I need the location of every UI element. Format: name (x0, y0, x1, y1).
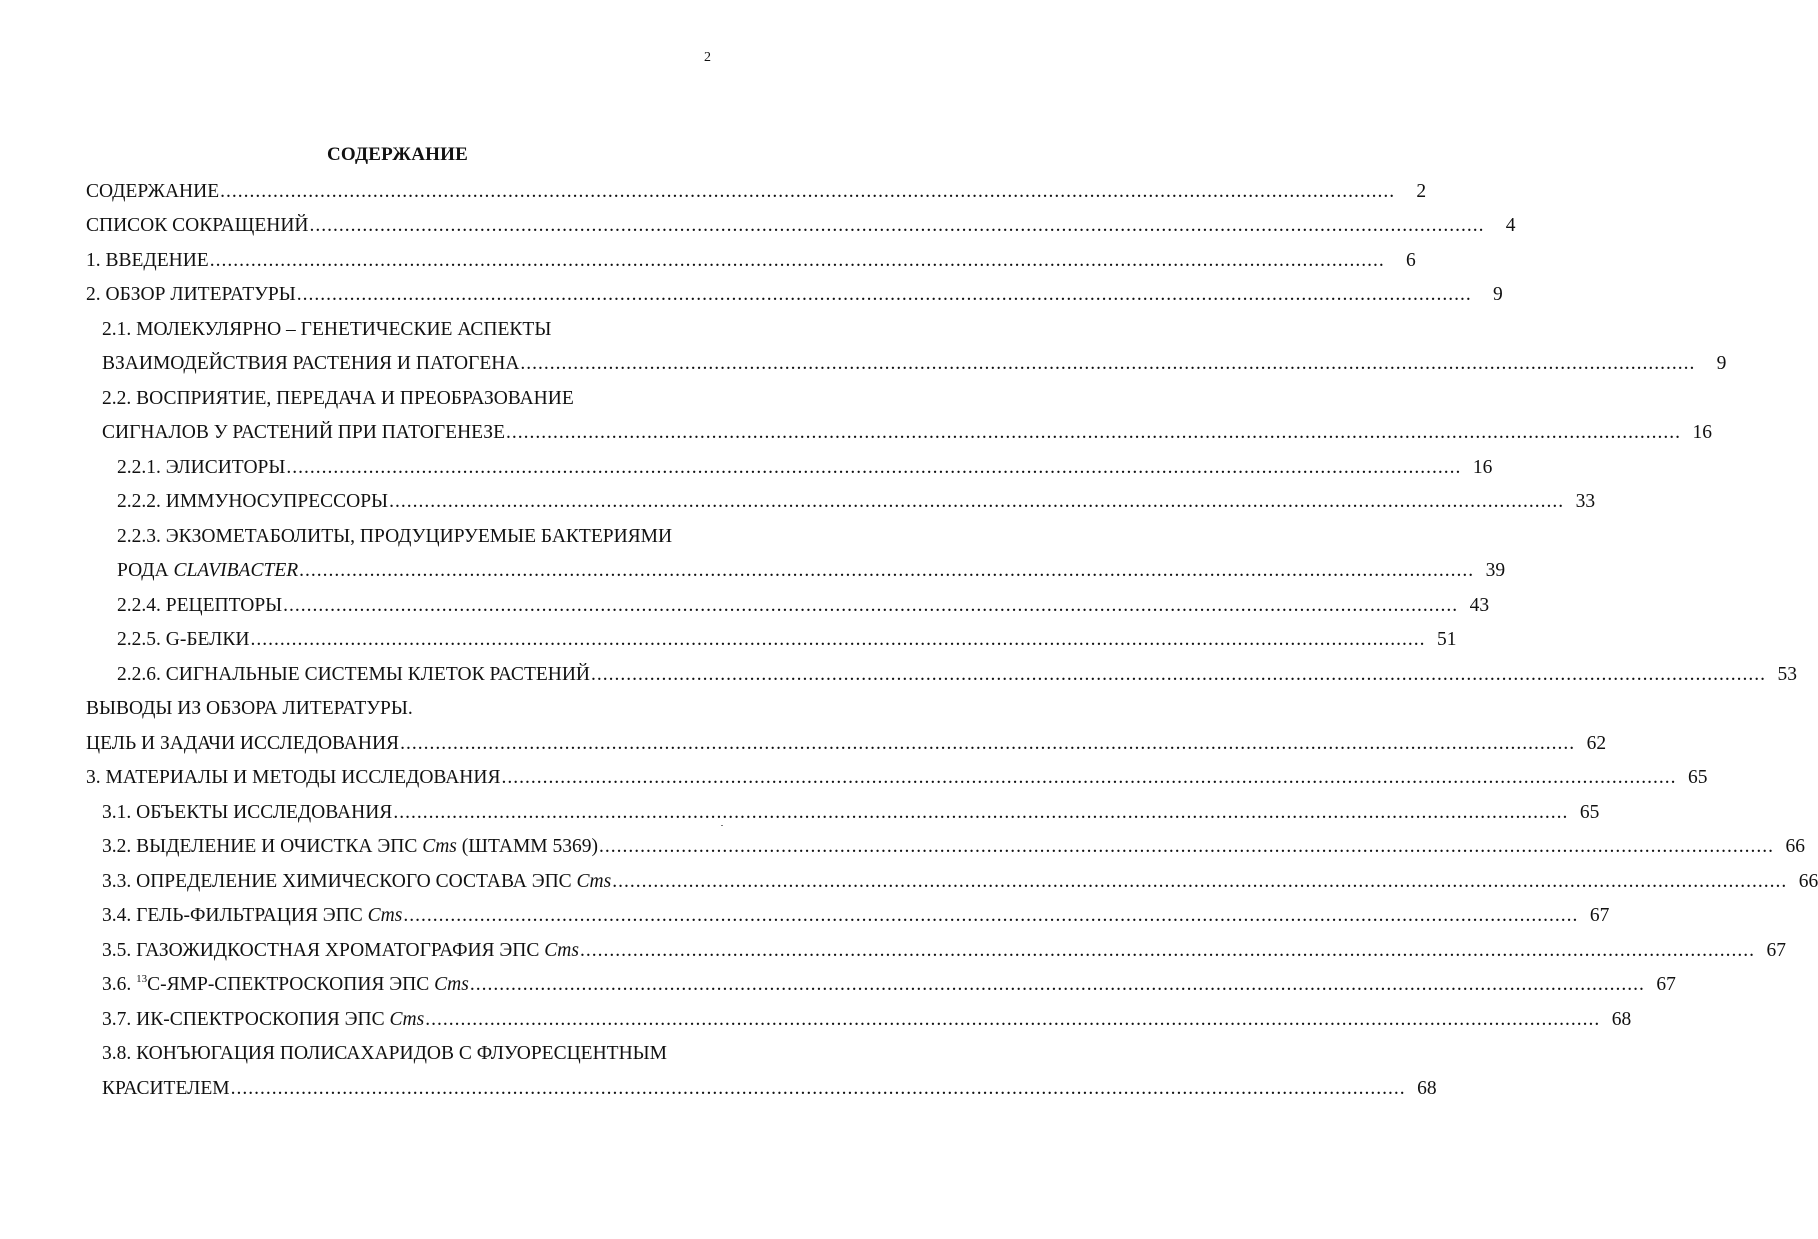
toc-entry-text (102, 905, 402, 927)
organism-abbrev: Cms (367, 905, 403, 926)
dot-leader: ........................................................................................................................................................................................................ (520, 353, 1696, 374)
toc-entry-text: 3.1. ОБЪЕКТЫ ИССЛЕДОВАНИЯ (102, 801, 393, 823)
page-number: 2 (704, 50, 711, 65)
dot-leader: ........................................................................................................................................................................................................ (220, 180, 1396, 202)
toc-entry-page: 67 (1766, 939, 1786, 961)
toc-entry[interactable] (0, 830, 1806, 865)
toc-entry[interactable] (0, 726, 1607, 761)
toc-entry-text: 2.1. МОЛЕКУЛЯРНО – ГЕНЕТИЧЕСКИЕ АСПЕКТЫ (102, 318, 552, 340)
dot-leader: ........................................................................................................................................................................................................ (579, 939, 1755, 961)
toc-entry[interactable] (0, 899, 1610, 934)
toc-entry-text: ВЫВОДЫ ИЗ ОБЗОРА ЛИТЕРАТУРЫ. (86, 698, 413, 719)
toc-entry-text: СОДЕРЖАНИЕ (86, 180, 220, 202)
toc-entry-text: 2.2.3. ЭКЗОМЕТАБОЛИТЫ, ПРОДУЦИРУЕМЫЕ БАКТЕРИЯМИ (117, 525, 673, 547)
toc-entry-heading[interactable] (0, 312, 795, 347)
toc-entry[interactable] (0, 968, 1676, 1003)
dot-leader: ........................................................................................................................................................................................................ (283, 594, 1459, 616)
dot-leader: ........................................................................................................................................................................................................ (230, 1077, 1406, 1099)
dot-leader: ........................................................................................................................................................................................................ (309, 215, 1485, 236)
toc-entry[interactable] (0, 278, 1503, 313)
toc-entry[interactable] (0, 623, 1457, 658)
toc-entry-page: 33 (1575, 491, 1596, 512)
toc-entry-text (102, 1009, 424, 1031)
toc-entry-text: 3.8. КОНЪЮГАЦИЯ ПОЛИСАХАРИДОВ С ФЛУОРЕСЦЕНТНЫМ (102, 1043, 668, 1064)
toc-entry-page: 43 (1469, 594, 1490, 616)
toc-entry-page: 66 (1785, 836, 1806, 857)
toc-entry-text (117, 560, 298, 582)
table-of-contents (0, 174, 1818, 1106)
dot-leader: ........................................................................................................................................................................................................ (469, 974, 1645, 995)
toc-entry-text (102, 940, 579, 962)
dot-leader: ........................................................................................................................................................................................................ (209, 249, 1385, 271)
toc-entry[interactable] (0, 933, 1786, 968)
dot-leader: ........................................................................................................................................................................................................ (425, 1008, 1601, 1030)
dot-leader: ........................................................................................................................................................................................................ (501, 767, 1677, 788)
isotope-superscript: 13 (136, 973, 148, 985)
toc-entry-heading[interactable] (0, 1037, 795, 1072)
toc-entry-heading[interactable] (0, 692, 795, 727)
dot-leader: ........................................................................................................................................................................................................ (393, 801, 1569, 823)
organism-abbrev: Cms (422, 836, 457, 857)
toc-text-part: С-ЯМР-СПЕКТРОСКОПИЯ ЭПС (147, 974, 435, 995)
organism-abbrev: Cms (576, 870, 612, 892)
toc-entry-page: 53 (1777, 663, 1798, 685)
toc-entry-page: 67 (1589, 905, 1610, 926)
toc-text-part: 3.4. ГЕЛЬ-ФИЛЬТРАЦИЯ ЭПС (102, 905, 368, 926)
dot-leader: ........................................................................................................................................................................................................ (250, 629, 1426, 650)
toc-entry[interactable] (0, 450, 1493, 485)
toc-entry-text: 2.2.4. РЕЦЕПТОРЫ (117, 594, 283, 616)
toc-entry-text (102, 836, 598, 858)
toc-entry[interactable] (0, 657, 1798, 692)
toc-entry-page: 16 (1472, 456, 1493, 478)
toc-entry-text: СИГНАЛОВ У РАСТЕНИЙ ПРИ ПАТОГЕНЕЗЕ (102, 422, 505, 443)
toc-entry-text: 2.2. ВОСПРИЯТИЕ, ПЕРЕДАЧА И ПРЕОБРАЗОВАНИЕ (102, 387, 574, 409)
toc-entry-page: 66 (1798, 870, 1818, 892)
toc-entry[interactable] (0, 485, 1596, 520)
toc-entry-text: 2. ОБЗОР ЛИТЕРАТУРЫ (86, 284, 296, 305)
toc-entry[interactable] (0, 209, 1516, 244)
toc-text-part: 3.6. (102, 974, 137, 995)
dot-leader: ........................................................................................................................................................................................................ (403, 905, 1579, 926)
toc-entry-page: 39 (1485, 560, 1506, 581)
toc-entry-page: 2 (1416, 180, 1427, 202)
dot-leader: ........................................................................................................................................................................................................ (591, 663, 1767, 685)
toc-entry-text (102, 974, 469, 996)
toc-entry[interactable] (0, 588, 1490, 623)
toc-entry-text: КРАСИТЕЛЕМ (102, 1077, 230, 1099)
toc-entry[interactable] (0, 243, 1416, 278)
toc-entry-text: ЦЕЛЬ И ЗАДАЧИ ИССЛЕДОВАНИЯ (86, 732, 400, 754)
toc-text-part: 3.2. ВЫДЕЛЕНИЕ И ОЧИСТКА ЭПС (102, 836, 423, 857)
toc-entry-page: 62 (1586, 732, 1607, 754)
toc-entry[interactable] (0, 1071, 1437, 1106)
toc-entry-text: 2.2.1. ЭЛИСИТОРЫ (117, 456, 286, 478)
dot-leader: ........................................................................................................................................................................................................ (299, 560, 1475, 581)
dot-leader: ........................................................................................................................................................................................................ (612, 870, 1788, 892)
toc-entry-page: 9 (1493, 284, 1503, 305)
toc-entry-page: 68 (1611, 1008, 1632, 1030)
toc-entry-text: 1. ВВЕДЕНИЕ (86, 249, 209, 271)
toc-text-part: 3.5. ГАЗОЖИДКОСТНАЯ ХРОМАТОГРАФИЯ ЭПС (102, 939, 545, 961)
toc-entry[interactable] (0, 554, 1506, 589)
toc-entry-page: 51 (1437, 629, 1457, 650)
toc-entry[interactable] (0, 416, 1712, 451)
toc-entry-text: 2.2.6. СИГНАЛЬНЫЕ СИСТЕМЫ КЛЕТОК РАСТЕНИЙ (117, 663, 591, 685)
toc-entry[interactable] (0, 1002, 1632, 1037)
dot-leader: ........................................................................................................................................................................................................ (286, 456, 1462, 478)
toc-entry-text: 2.2.2. ИММУНОСУПРЕССОРЫ (117, 491, 389, 512)
toc-text-part: 3.7. ИК-СПЕКТРОСКОПИЯ ЭПС (102, 1008, 390, 1030)
toc-entry-text: ВЗАИМОДЕЙСТВИЯ РАСТЕНИЯ И ПАТОГЕНА (102, 353, 520, 374)
toc-entry-page: 16 (1692, 422, 1712, 443)
dot-leader: ........................................................................................................................................................................................................ (599, 836, 1775, 857)
toc-entry-page: 67 (1656, 974, 1676, 995)
genus-name: CLAVIBACTER (173, 560, 299, 581)
toc-entry[interactable] (0, 761, 1708, 796)
dot-leader: ........................................................................................................................................................................................................ (389, 491, 1565, 512)
organism-abbrev: Cms (544, 939, 579, 961)
toc-entry-heading[interactable] (0, 519, 795, 554)
toc-entry-page: 4 (1505, 215, 1516, 236)
toc-text-part: РОДА (117, 560, 174, 581)
dot-leader: ........................................................................................................................................................................................................ (505, 422, 1681, 443)
organism-abbrev: Cms (389, 1008, 425, 1030)
toc-entry-page: 65 (1687, 767, 1708, 788)
toc-entry-text: СПИСОК СОКРАЩЕНИЙ (86, 215, 309, 236)
page-title: СОДЕРЖАНИЕ (327, 144, 468, 165)
toc-entry-page: 6 (1405, 249, 1416, 271)
toc-entry[interactable] (0, 864, 1818, 899)
dot-leader: ........................................................................................................................................................................................................ (400, 732, 1576, 754)
toc-entry[interactable] (0, 795, 1600, 830)
toc-entry[interactable] (0, 174, 1427, 209)
toc-entry-text: 3. МАТЕРИАЛЫ И МЕТОДЫ ИССЛЕДОВАНИЯ (86, 767, 501, 788)
toc-entry-heading[interactable] (0, 381, 795, 416)
toc-text-part: (ШТАММ 5369) (456, 836, 599, 857)
toc-entry-text (102, 871, 611, 893)
organism-abbrev: Cms (434, 974, 469, 995)
toc-entry-page: 9 (1716, 353, 1727, 374)
toc-entry[interactable] (0, 347, 1727, 382)
toc-entry-page: 65 (1579, 801, 1600, 823)
toc-text-part: 3.3. ОПРЕДЕЛЕНИЕ ХИМИЧЕСКОГО СОСТАВА ЭПС (102, 870, 577, 892)
toc-entry-page: 68 (1417, 1077, 1437, 1099)
dot-leader: ........................................................................................................................................................................................................ (296, 284, 1472, 305)
toc-entry-text: 2.2.5. G-БЕЛКИ (117, 629, 250, 650)
scan-speck (721, 825, 723, 826)
